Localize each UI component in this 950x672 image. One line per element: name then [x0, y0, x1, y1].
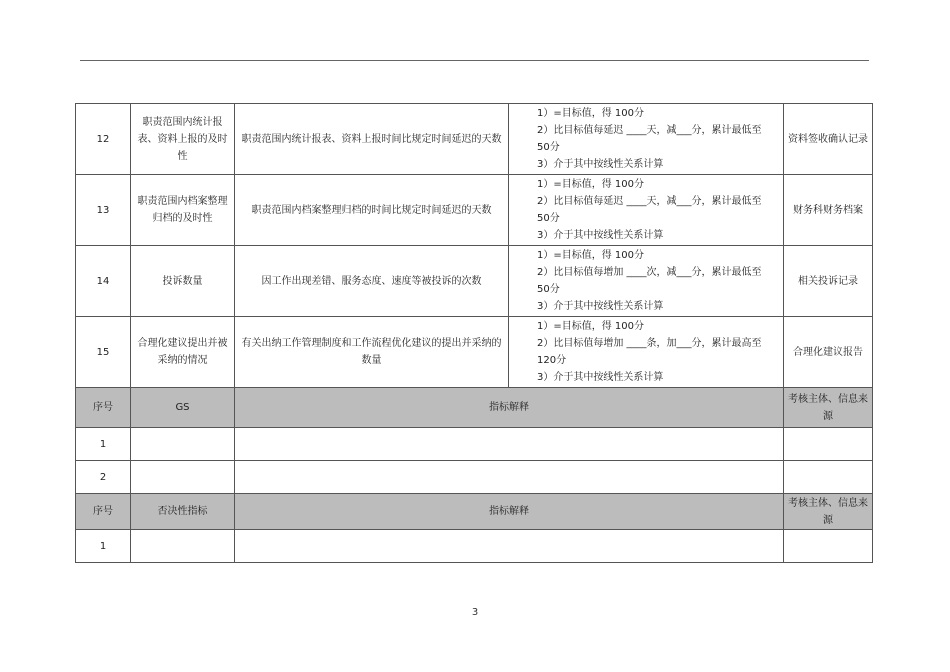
empty-cell: [784, 461, 873, 494]
header-description: 指标解释: [235, 388, 784, 428]
header-source: 考核主体、信息来源: [784, 388, 873, 428]
row-number: 12: [76, 104, 131, 175]
data-source: 相关投诉记录: [784, 246, 873, 317]
row-number: 15: [76, 317, 131, 388]
indicator-description: 职责范围内统计报表、资料上报时间比规定时间延迟的天数: [235, 104, 509, 175]
indicator-description: 有关出纳工作管理制度和工作流程优化建议的提出并采纳的数量: [235, 317, 509, 388]
scoring-criteria: [509, 246, 784, 317]
empty-cell: [131, 461, 235, 494]
row-number: 2: [76, 461, 131, 494]
table-row: [76, 461, 873, 494]
row-number: 1: [76, 428, 131, 461]
header-source: 考核主体、信息来源: [784, 494, 873, 530]
data-source: 资料签收确认记录: [784, 104, 873, 175]
scoring-criteria: [509, 175, 784, 246]
criteria-line: 3）介于其中按线性关系计算: [537, 159, 664, 170]
indicator-description: 因工作出现差错、服务态度、速度等被投诉的次数: [235, 246, 509, 317]
indicator-name: 职责范围内档案整理归档的及时性: [131, 175, 235, 246]
empty-cell: [131, 428, 235, 461]
table-row: [76, 175, 873, 246]
table-row: [76, 428, 873, 461]
criteria-line: 50分: [537, 213, 560, 224]
page-number: 3: [471, 607, 479, 618]
criteria-line: 2）比目标值每增加 ____次，减___分，累计最低至: [537, 267, 762, 278]
row-number: 14: [76, 246, 131, 317]
criteria-line: 3）介于其中按线性关系计算: [537, 372, 664, 383]
criteria-line: 1）=目标值，得 100分: [537, 108, 645, 119]
table-row: [76, 530, 873, 563]
indicator-name: 投诉数量: [131, 246, 235, 317]
criteria-line: 3）介于其中按线性关系计算: [537, 301, 664, 312]
header-gs: GS: [131, 388, 235, 428]
data-source: 合理化建议报告: [784, 317, 873, 388]
header-number: 序号: [76, 388, 131, 428]
criteria-line: 120分: [537, 355, 567, 366]
table-row: [76, 246, 873, 317]
table-row: [76, 104, 873, 175]
criteria-line: 50分: [537, 284, 560, 295]
header-description: 指标解释: [235, 494, 784, 530]
indicator-description: 职责范围内档案整理归档的时间比规定时间延迟的天数: [235, 175, 509, 246]
indicator-name: 合理化建议提出并被采纳的情况: [131, 317, 235, 388]
criteria-line: 3）介于其中按线性关系计算: [537, 230, 664, 241]
empty-cell: [784, 428, 873, 461]
empty-cell: [131, 530, 235, 563]
row-number: 13: [76, 175, 131, 246]
criteria-line: 50分: [537, 142, 560, 153]
row-number: 1: [76, 530, 131, 563]
scoring-criteria: [509, 104, 784, 175]
criteria-line: 1）=目标值，得 100分: [537, 250, 645, 261]
scoring-criteria: [509, 317, 784, 388]
empty-cell: [784, 530, 873, 563]
header-veto-indicator: 否决性指标: [131, 494, 235, 530]
data-source: 财务科财务档案: [784, 175, 873, 246]
criteria-line: 1）=目标值，得 100分: [537, 179, 645, 190]
empty-cell: [235, 461, 784, 494]
criteria-line: 2）比目标值每延迟 ____天，减___分，累计最低至: [537, 196, 762, 207]
header-number: 序号: [76, 494, 131, 530]
empty-cell: [235, 428, 784, 461]
indicator-name: 职责范围内统计报表、资料上报的及时性: [131, 104, 235, 175]
header-rule: [80, 60, 869, 61]
veto-header-row: [76, 494, 873, 530]
table-row: [76, 317, 873, 388]
criteria-line: 2）比目标值每增加 ____条，加___分，累计最高至: [537, 338, 762, 349]
criteria-line: 2）比目标值每延迟 ____天，减___分，累计最低至: [537, 125, 762, 136]
empty-cell: [235, 530, 784, 563]
criteria-line: 1）=目标值，得 100分: [537, 321, 645, 332]
kpi-table: [75, 103, 873, 563]
gs-header-row: [76, 388, 873, 428]
